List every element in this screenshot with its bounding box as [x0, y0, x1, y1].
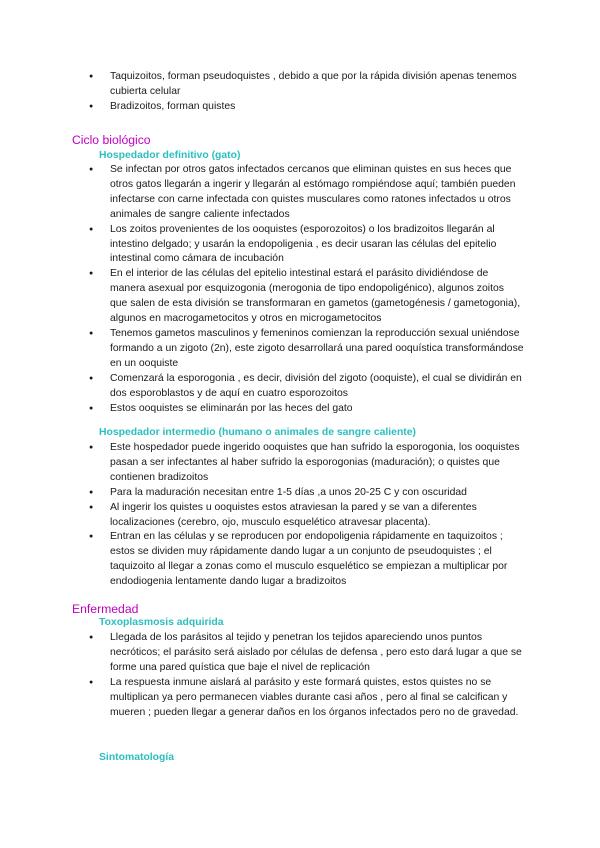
definitivo-list — [84, 163, 524, 416]
list-item: ● Taquizoitos, forman pseudoquistes , debido a que por la rápida división apenas tenemos cubierta celular — [84, 70, 524, 100]
list-item: ● Se infectan por otros gatos infectados cercanos que eliminan quistes en sus heces que otros gatos llegarán a ingerir y llegarán al estómago rompiéndose aquí; también pueden infectarse con carne infectada con quistes musculares como ratones infectados u otros animales de sangre caliente infectados — [84, 163, 524, 223]
subsection-title-definitivo: Hospedador definitivo (gato) — [99, 150, 241, 161]
adquirida-list — [84, 631, 524, 720]
section-title-enfermedad: Enfermedad — [72, 602, 139, 616]
list-item: ● Estos ooquistes se eliminarán por las heces del gato — [84, 402, 524, 417]
subsection-title-sintomatologia: Sintomatología — [99, 752, 175, 763]
list-item: ● Los zoitos provenientes de los ooquistes (esporozoitos) o los bradizoitos llegarán al intestino delgado; y usarán la endopoligenia , es decir usaran las células del epitelio intestinal como cámara de incubación — [84, 223, 524, 268]
intermedio-list — [84, 441, 524, 590]
subsection-title-adquirida: Toxoplasmosis adquirida — [99, 617, 224, 628]
list-item: ● Entran en las células y se reproducen por endopoligenia rápidamente en taquizoitos ; estos se dividen muy rápidamente dando lugar a un conjunto de pseudoquistes ; el taquizoito al llegar a zonas como el musculo esquelético se empiezan a multiplicar por endodiogenia lentamente dando lugar a bradizoitos — [84, 530, 524, 590]
list-item: ● Para la maduración necesitan entre 1-5 días ,a unos 20-25 C y con oscuridad — [84, 486, 524, 501]
section-title-ciclo: Ciclo biológico — [72, 133, 151, 147]
subsection-title-intermedio: Hospedador intermedio (humano o animales de sangre caliente) — [99, 427, 416, 438]
list-item: ● Llegada de los parásitos al tejido y penetran los tejidos apareciendo unos puntos necróticos; el parásito será aislado por células de defensa , pero esto dará lugar a que se forme una pared quística que baje el nivel de replicación — [84, 631, 524, 676]
list-item: ● Tenemos gametos masculinos y femeninos comienzan la reproducción sexual uniéndose formando a un zigoto (2n), este zigoto desarrollará una pared ooquística transformándose en un ooquiste — [84, 327, 524, 372]
intro-list — [84, 70, 524, 115]
list-item: ● Al ingerir los quistes u ooquistes estos atraviesan la pared y se van a diferentes localizaciones (cerebro, ojo, musculo esquelético atravesar placenta). — [84, 501, 524, 531]
list-item: ● En el interior de las células del epitelio intestinal estará el parásito dividiéndose de manera asexual por esquizogonia (merogonia de tipo endopoligénico), algunos zoitos que salen de esta división se transformaran en gametos (gametogénesis / gametogonia), algunos en macrogametocitos y otros en microgametocitos — [84, 267, 524, 327]
list-item: ● Bradizoitos, forman quistes — [84, 100, 524, 115]
list-item: ● Comenzará la esporogonia , es decir, división del zigoto (ooquiste), el cual se dividirán en dos esporoblastos y de aquí en cuatro esporozoitos — [84, 372, 524, 402]
list-item: ● La respuesta inmune aislará al parásito y este formará quistes, estos quistes no se multiplican ya pero permanecen viables durante casi años , pero al final se calcifican y mueren ; pueden llegar a generar daños en los órganos infectados pero no de gravedad. — [84, 676, 524, 721]
list-item: ● Este hospedador puede ingerido ooquistes que han sufrido la esporogonia, los ooquistes pasan a ser infectantes al haber sufrido la esporogonias (maduración); o quistes que contienen bradizoitos — [84, 441, 524, 486]
